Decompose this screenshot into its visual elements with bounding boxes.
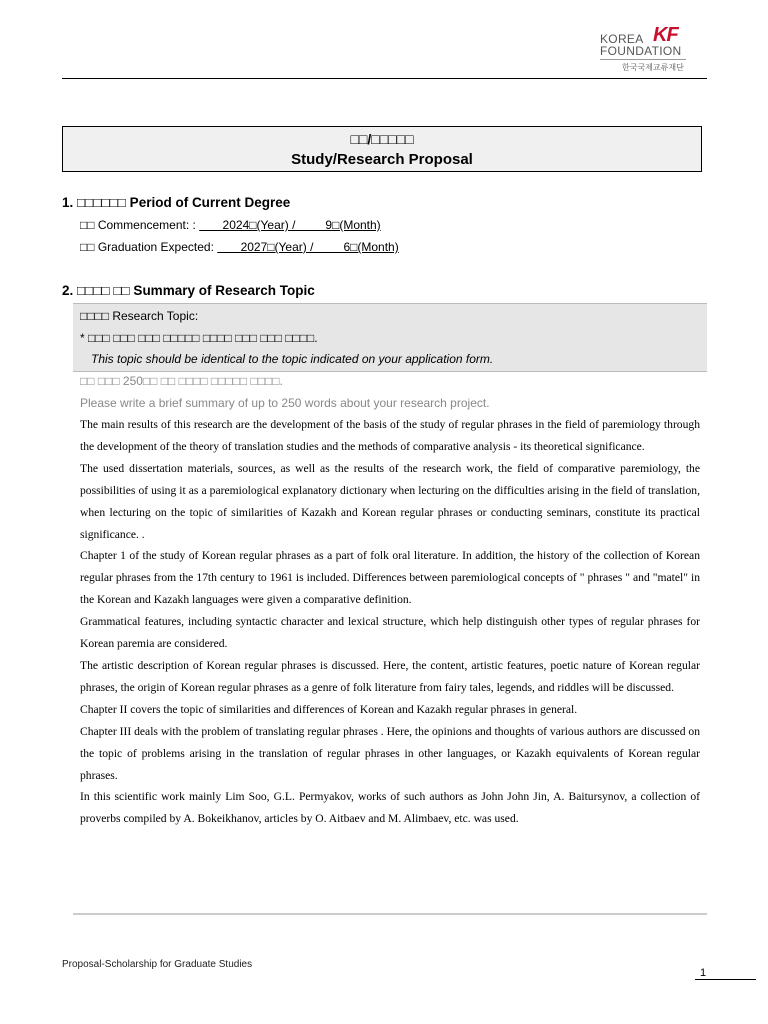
title-korean: □□/□□□□□ [350,131,414,147]
summary-paragraph: The used dissertation materials, sources, as well as the results of the research work, the field of comparative paremiology, the possibilities of using it as a paremiological explanatory dictionary when lecturing on the difficulties arising in the field of translation, when lecturing on the topic of similarities of Kazakh and Korean regular phrases or conducting seminars, constitute its practical significance. . [80,461,700,541]
logo-divider [600,59,686,60]
commencement-value: 2024□(Year) / 9□(Month) [199,218,381,232]
graduation-label: □□ Graduation Expected: [80,240,214,254]
logo-text-foundation: FOUNDATION [600,44,682,58]
summary-paragraph: The artistic description of Korean regular phrases is discussed. Here, the content, artistic features, poetic nature of Korean regular phrases, the origin of Korean regular phrases as a genre of folk literature from fairy tales, legends, and riddles will be discussed. [80,658,700,694]
research-topic-box [73,303,707,372]
summary-paragraph: Chapter 1 of the study of Korean regular phrases as a part of folk oral literature. In addition, the history of the collection of Korean regular phrases from the 17th century to 1961 is included. Differences between paremiological concepts of " phrases " and "matel" in the Korean and Kazakh languages were given a comparative definition. [80,549,700,607]
footer-text: Proposal-Scholarship for Graduate Studies [62,959,253,970]
instruction-english: Please write a brief summary of up to 250 words about your research project. [80,396,490,410]
topic-note-english: This topic should be identical to the topic indicated on your application form. [91,352,494,366]
summary-paragraph: In this scientific work mainly Lim Soo, G.L. Permyakov, works of such authors as John John Jin, A. Baitursynov, a collection of proverbs compiled by A. Bokeikhanov, articles by O. Aitbaev and M. Alimbaev, etc. was used. [80,790,700,826]
graduation-row [80,240,399,254]
summary-paragraph: Chapter III deals with the problem of translating regular phrases . Here, the opinions and thoughts of various authors are discussed on the topic of problems arising in the translation of regular phrases in other languages, or Kazakh equivalents of Korean regular phrases. [80,724,700,782]
section2-heading: 2. □□□□ □□ Summary of Research Topic [62,283,315,298]
commencement-row [80,218,381,232]
logo-text-korean: 한국국제교류재단 [622,63,684,72]
graduation-value: 2027□(Year) / 6□(Month) [217,240,399,254]
title-box [62,126,702,172]
summary-paragraph: Grammatical features, including syntactic character and lexical structure, which help distinguish other types of regular phrases for Korean paremia are considered. [80,615,700,651]
korea-foundation-logo [598,24,690,74]
header-divider [62,78,707,79]
topic-note-korean: * □□□ □□□ □□□ □□□□□ □□□□ □□□ □□□ □□□□. [80,331,318,345]
instruction-korean: □□ □□□ 250□□ □□ □□□□ □□□□□ □□□□. [80,374,283,388]
content-bottom-divider [73,913,707,915]
page-number: 1 [695,967,756,980]
summary-paragraph: The main results of this research are the development of the basis of the study of regular phrases in the field of paremiology through the development of the theory of translation studies and the methods of comparative analysis - its theoretical significance. [80,418,700,453]
logo-text-korea: KOREA [600,32,644,46]
commencement-label: □□ Commencement: : [80,218,196,232]
section1-heading: 1. □□□□□□ Period of Current Degree [62,195,291,210]
summary-paragraph: Chapter II covers the topic of similarities and differences of Korean and Kazakh regular phrases in general. [80,702,578,716]
kf-logo-mark: KF [653,24,678,46]
research-topic-label: □□□□ Research Topic: [80,309,199,323]
research-summary [80,414,700,830]
page-title: Study/Research Proposal [291,151,473,168]
